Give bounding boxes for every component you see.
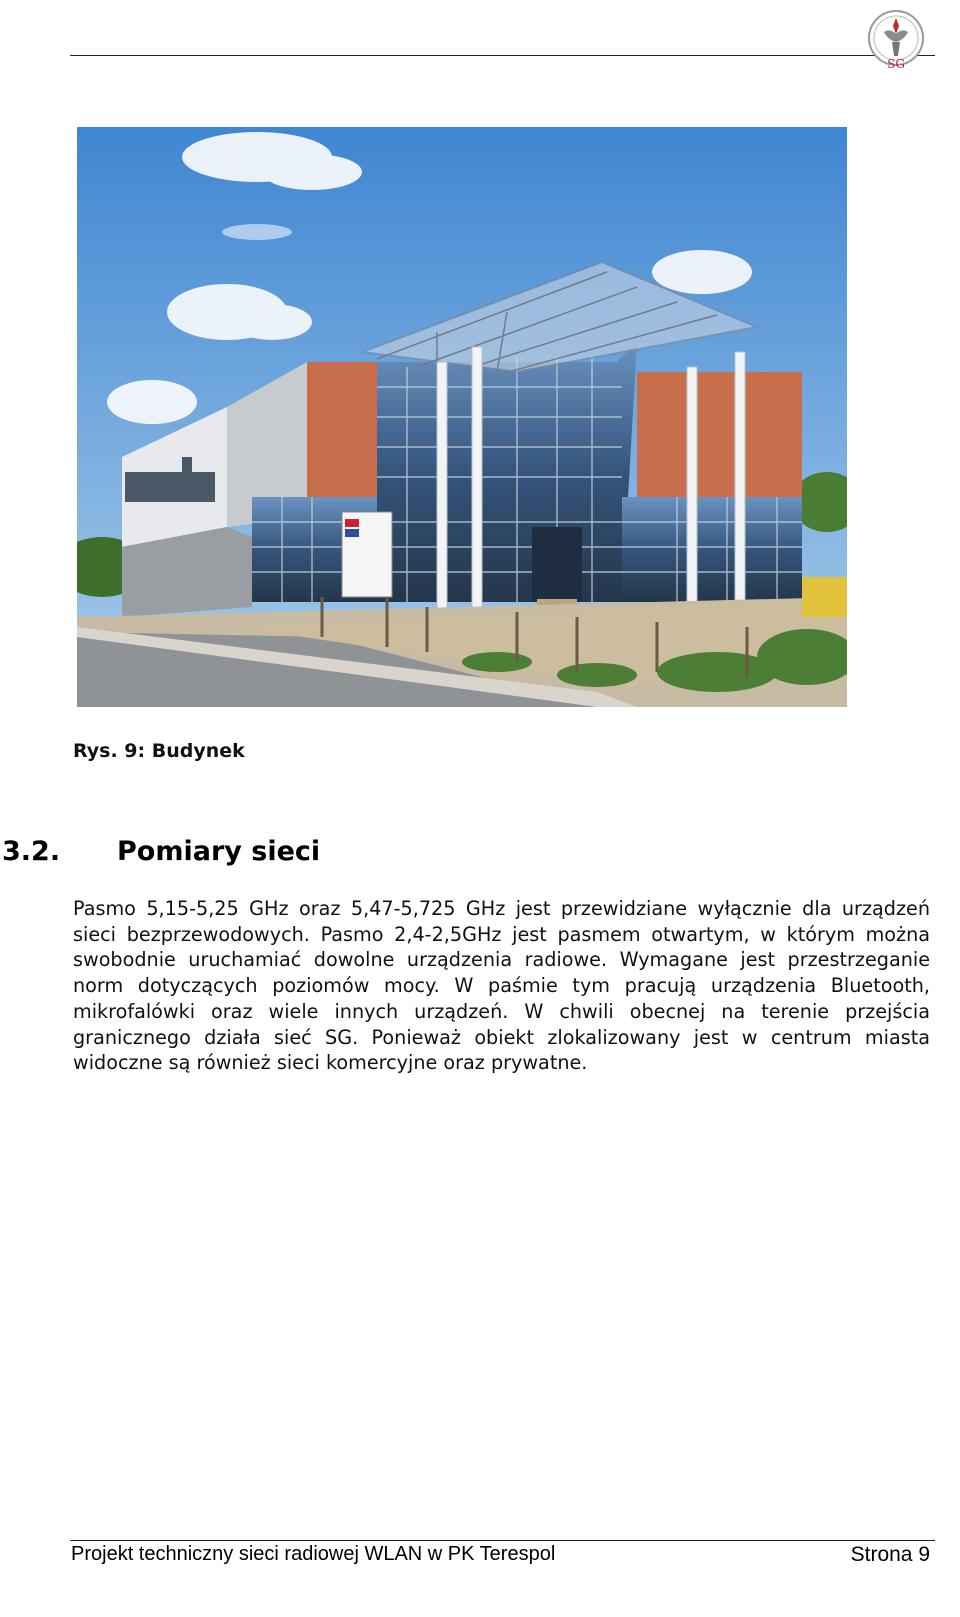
footer-document-title: Projekt techniczny sieci radiowej WLAN w PK Terespol bbox=[71, 1543, 556, 1565]
header-rule bbox=[70, 55, 935, 56]
border-guard-emblem-icon bbox=[866, 4, 926, 76]
footer-page-number: Strona 9 bbox=[850, 1543, 930, 1566]
figure-caption: Rys. 9: Budynek bbox=[73, 740, 245, 762]
footer-rule bbox=[70, 1540, 935, 1541]
svg-text:SG: SG bbox=[887, 57, 905, 71]
section-number: 3.2. bbox=[2, 836, 61, 867]
section-title: Pomiary sieci bbox=[117, 836, 321, 867]
building-photo bbox=[77, 127, 847, 707]
section-paragraph: Pasmo 5,15-5,25 GHz oraz 5,47-5,725 GHz jest przewidziane wyłącznie dla urządzeń sieci bezprzewodowych. Pasmo 2,4-2,5GHz jest pasmem otwartym, w którym można swobodnie uruchamiać dowolne urządzenia radiowe. Wymagane jest przestrzeganie norm dotyczących poziomów mocy. W paśmie tym pracują urządzenia Bluetooth, mikrofalówki oraz wiele innych urządzeń. W chwili obecnej na terenie przejścia granicznego działa sieć SG. Ponieważ obiekt zlokalizowany jest w centrum miasta widoczne są również sieci komercyjne oraz prywatne. bbox=[73, 897, 930, 1075]
